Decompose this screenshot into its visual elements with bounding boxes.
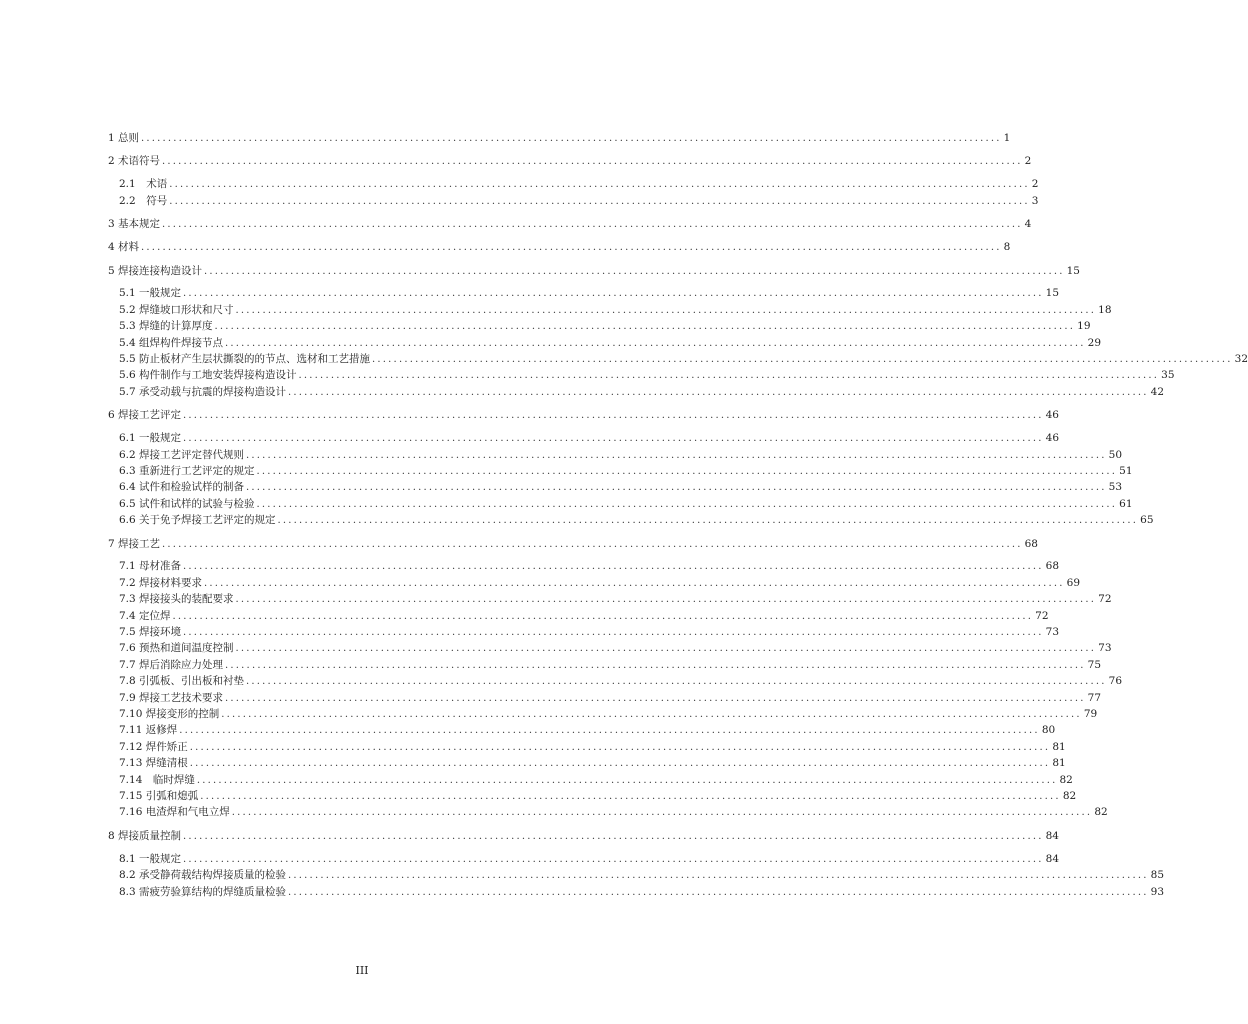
toc-entry-title: 7.8 引弧板、引出板和衬垫	[119, 675, 245, 688]
toc-entry-title: 5.5 防止板材产生层状撕裂的的节点、选材和工艺措施	[119, 353, 371, 365]
dot-leader: ................................................................................................................................................................	[162, 219, 1023, 230]
toc-section-entry	[119, 657, 1102, 673]
toc-section-entry	[119, 788, 1077, 804]
toc-entry-page-number: 1	[1003, 132, 1011, 144]
toc-entry-page-number: 73	[1045, 626, 1060, 638]
dot-leader: ................................................................................................................................................................	[196, 774, 1058, 786]
toc-entry-page-number: 18	[1098, 303, 1112, 316]
dot-leader: ................................................................................................................................................................	[256, 498, 1118, 510]
toc-section-entry	[119, 851, 1060, 867]
toc-section-entry	[119, 722, 1056, 738]
toc-entry-title: 7.15 引弧和熄弧	[119, 790, 199, 802]
toc-entry-page-number: 68	[1045, 560, 1060, 573]
dot-leader: ................................................................................................................................................................	[183, 853, 1044, 865]
toc-entry-title: 7.12 焊件矫正	[119, 740, 188, 753]
dot-leader: ................................................................................................................................................................	[189, 758, 1051, 770]
toc-entry-title: 7.14 临时焊缝	[119, 773, 195, 786]
dot-leader: ................................................................................................................................................................	[183, 410, 1044, 422]
toc-entry-page-number: 85	[1150, 869, 1165, 882]
toc-entry-title: 8.1 一般规定	[119, 852, 182, 865]
toc-entry-page-number: 42	[1150, 385, 1165, 398]
toc-entry-page-number: 51	[1119, 464, 1133, 477]
dot-leader: ................................................................................................................................................................	[231, 807, 1093, 819]
toc-entry-title: 8.2 承受静荷载结构焊接质量的检验	[119, 869, 287, 882]
toc-entry-title: 7.7 焊后消除应力处理	[119, 658, 224, 671]
dot-leader: ................................................................................................................................................................	[225, 659, 1086, 671]
toc-entry-title: 7.2 焊接材料要求	[119, 576, 203, 589]
toc-section-entry	[119, 430, 1060, 446]
toc-entry-title: 7.5 焊接环境	[119, 626, 182, 638]
toc-section-entry	[119, 479, 1123, 495]
toc-entry-page-number: 77	[1087, 691, 1102, 704]
toc-entry-page-number: 3	[1031, 194, 1039, 207]
toc-entry-title: 8.3 需疲劳验算结构的焊缝质量检验	[119, 885, 287, 898]
toc-section-entry	[119, 512, 1154, 528]
toc-entry-page-number: 4	[1024, 218, 1032, 230]
toc-chapter-entry	[108, 216, 1032, 232]
toc-entry-page-number: 72	[1098, 593, 1112, 606]
toc-entry-title: 6.4 试件和检验试样的制备	[119, 481, 245, 494]
dot-leader: ................................................................................................................................................................	[141, 242, 1002, 254]
toc-entry-page-number: 79	[1083, 708, 1098, 720]
dot-leader: ................................................................................................................................................................	[169, 195, 1030, 207]
toc-chapter-entry	[108, 828, 1059, 844]
dot-leader: ................................................................................................................................................................	[246, 449, 1107, 461]
toc-entry-page-number: 73	[1098, 642, 1112, 655]
toc-entry-page-number: 61	[1119, 497, 1133, 510]
toc-entry-title: 5.1 一般规定	[119, 287, 182, 300]
dot-leader: ................................................................................................................................................................	[235, 643, 1097, 655]
dot-leader: ................................................................................................................................................................	[183, 830, 1044, 842]
toc-entry-title: 6.1 一般规定	[119, 432, 182, 445]
toc-section-entry	[119, 755, 1066, 771]
dot-leader: ................................................................................................................................................................	[162, 156, 1023, 168]
toc-entry-page-number: 93	[1150, 885, 1165, 898]
dot-leader: ................................................................................................................................................................	[204, 265, 1065, 277]
dot-leader: ................................................................................................................................................................	[235, 594, 1097, 606]
toc-entry-page-number: 76	[1108, 675, 1123, 688]
toc-entry-page-number: 2	[1031, 178, 1039, 191]
toc-section-entry	[119, 318, 1091, 334]
toc-section-entry	[119, 867, 1165, 883]
toc-section-entry	[119, 335, 1102, 351]
dot-leader: ................................................................................................................................................................	[372, 354, 1233, 365]
toc-entry-title: 7.3 焊接接头的装配要求	[119, 593, 234, 606]
toc-section-entry	[119, 496, 1133, 512]
toc-entry-page-number: 65	[1140, 514, 1154, 527]
toc-entry-page-number: 15	[1045, 287, 1060, 300]
toc-entry-title: 6.5 试件和试样的试验与检验	[119, 497, 255, 510]
dot-leader: ................................................................................................................................................................	[183, 288, 1044, 300]
toc-entry-page-number: 50	[1108, 448, 1123, 461]
toc-entry-title: 5.6 构件制作与工地安装焊接构造设计	[119, 369, 297, 382]
toc-section-entry	[119, 690, 1102, 706]
toc-entry-title: 6.6 关于免予焊接工艺评定的规定	[119, 514, 276, 527]
toc-section-entry	[119, 285, 1060, 301]
toc-entry-title: 7.1 母材准备	[119, 560, 182, 573]
toc-entry-page-number: 35	[1161, 369, 1175, 382]
toc-entry-title: 6.2 焊接工艺评定替代规则	[119, 448, 245, 461]
toc-section-entry	[119, 739, 1066, 755]
toc-entry-title: 7.4 定位焊	[119, 609, 171, 622]
toc-entry-title: 2.2 符号	[119, 194, 168, 207]
toc-chapter-entry	[108, 239, 1011, 255]
toc-entry-page-number: 2	[1024, 155, 1032, 168]
toc-entry-title: 7.6 预热和道间温度控制	[119, 642, 234, 655]
toc-entry-page-number: 32	[1234, 353, 1248, 365]
toc-entry-page-number: 81	[1052, 757, 1066, 770]
toc-entry-page-number: 69	[1066, 576, 1081, 589]
dot-leader: ................................................................................................................................................................	[204, 577, 1065, 589]
dot-leader: ................................................................................................................................................................	[200, 791, 1061, 802]
toc-entry-page-number: 72	[1035, 609, 1049, 622]
dot-leader: ................................................................................................................................................................	[162, 538, 1023, 550]
toc-entry-title: 6 焊接工艺评定	[108, 409, 182, 422]
toc-section-entry	[119, 463, 1133, 479]
toc-entry-page-number: 46	[1045, 432, 1060, 445]
toc-section-entry	[119, 558, 1060, 574]
toc-entry-title: 1 总则	[108, 132, 140, 144]
toc-section-entry	[119, 591, 1112, 607]
dot-leader: ................................................................................................................................................................	[246, 482, 1107, 494]
toc-entry-page-number: 46	[1045, 409, 1059, 422]
toc-chapter-entry	[108, 536, 1038, 552]
toc-entry-page-number: 84	[1045, 829, 1059, 842]
dot-leader: ................................................................................................................................................................	[189, 741, 1051, 753]
toc-section-entry	[119, 706, 1098, 722]
toc-entry-title: 7.10 焊接变形的控制	[119, 708, 220, 720]
toc-entry-page-number: 82	[1062, 790, 1077, 802]
toc-chapter-entry	[108, 153, 1032, 169]
toc-entry-title: 2.1 术语	[119, 178, 168, 191]
toc-entry-title: 8 焊接质量控制	[108, 829, 182, 842]
dot-leader: ................................................................................................................................................................	[288, 886, 1149, 898]
dot-leader: ................................................................................................................................................................	[179, 725, 1040, 737]
toc-entry-page-number: 15	[1066, 264, 1080, 277]
toc-section-entry	[119, 447, 1123, 463]
toc-entry-title: 5.4 组焊构件焊接节点	[119, 336, 224, 349]
dot-leader: ................................................................................................................................................................	[298, 370, 1160, 382]
toc-entry-page-number: 82	[1059, 773, 1073, 786]
toc-entry-page-number: 8	[1003, 241, 1011, 254]
toc-entry-title: 4 材料	[108, 241, 140, 254]
toc-entry-title: 6.3 重新进行工艺评定的规定	[119, 464, 255, 477]
dot-leader: ................................................................................................................................................................	[183, 561, 1044, 573]
toc-section-entry	[119, 804, 1108, 820]
dot-leader: ................................................................................................................................................................	[141, 133, 1002, 144]
dot-leader: ................................................................................................................................................................	[183, 433, 1044, 445]
dot-leader: ................................................................................................................................................................	[288, 386, 1149, 398]
toc-entry-page-number: 29	[1087, 336, 1102, 349]
toc-section-entry	[119, 673, 1123, 689]
dot-leader: ................................................................................................................................................................	[172, 610, 1034, 622]
toc-section-entry	[119, 884, 1165, 900]
toc-entry-title: 7.11 返修焊	[119, 724, 178, 737]
toc-entry-page-number: 53	[1108, 481, 1123, 494]
toc-entry-page-number: 80	[1041, 724, 1056, 737]
toc-section-entry	[119, 624, 1060, 640]
dot-leader: ................................................................................................................................................................	[221, 709, 1082, 720]
dot-leader: ................................................................................................................................................................	[183, 627, 1044, 638]
toc-entry-page-number: 19	[1077, 320, 1091, 333]
dot-leader: ................................................................................................................................................................	[246, 676, 1107, 688]
toc-section-entry	[119, 193, 1039, 209]
page-number: III	[355, 964, 369, 977]
dot-leader: ................................................................................................................................................................	[288, 870, 1149, 882]
toc-entry-title: 7.9 焊接工艺技术要求	[119, 691, 224, 704]
toc-entry-page-number: 75	[1087, 658, 1102, 671]
toc-entry-title: 5 焊接连接构造设计	[108, 264, 203, 277]
toc-chapter-entry	[108, 263, 1080, 279]
dot-leader: ................................................................................................................................................................	[225, 692, 1086, 704]
toc-section-entry	[119, 351, 1248, 367]
toc-entry-title: 2 术语符号	[108, 155, 161, 168]
toc-section-entry	[119, 384, 1165, 400]
toc-entry-title: 3 基本规定	[108, 218, 161, 230]
dot-leader: ................................................................................................................................................................	[225, 337, 1086, 349]
toc-entry-page-number: 84	[1045, 852, 1060, 865]
dot-leader: ................................................................................................................................................................	[169, 179, 1030, 191]
toc-section-entry	[119, 608, 1049, 624]
toc-entry-title: 5.7 承受动载与抗震的焊接构造设计	[119, 385, 287, 398]
toc-entry-page-number: 82	[1094, 806, 1108, 819]
toc-chapter-entry	[108, 130, 1011, 146]
toc-section-entry	[119, 302, 1112, 318]
toc-section-entry	[119, 772, 1073, 788]
toc-entry-title: 7.13 焊缝清根	[119, 757, 188, 770]
toc-entry-page-number: 68	[1024, 537, 1038, 550]
toc-section-entry	[119, 176, 1039, 192]
toc-entry-title: 5.2 焊缝坡口形状和尺寸	[119, 303, 234, 316]
dot-leader: ................................................................................................................................................................	[235, 304, 1097, 316]
toc-entry-page-number: 81	[1052, 740, 1066, 753]
toc-chapter-entry	[108, 407, 1059, 423]
toc-entry-title: 7 焊接工艺	[108, 537, 161, 550]
dot-leader: ................................................................................................................................................................	[214, 321, 1076, 333]
toc-section-entry	[119, 640, 1112, 656]
toc-entry-title: 5.3 焊缝的计算厚度	[119, 320, 213, 333]
toc-section-entry	[119, 367, 1175, 383]
dot-leader: ................................................................................................................................................................	[277, 515, 1139, 527]
dot-leader: ................................................................................................................................................................	[256, 465, 1118, 477]
toc-section-entry	[119, 575, 1081, 591]
toc-entry-title: 7.16 电渣焊和气电立焊	[119, 806, 230, 819]
